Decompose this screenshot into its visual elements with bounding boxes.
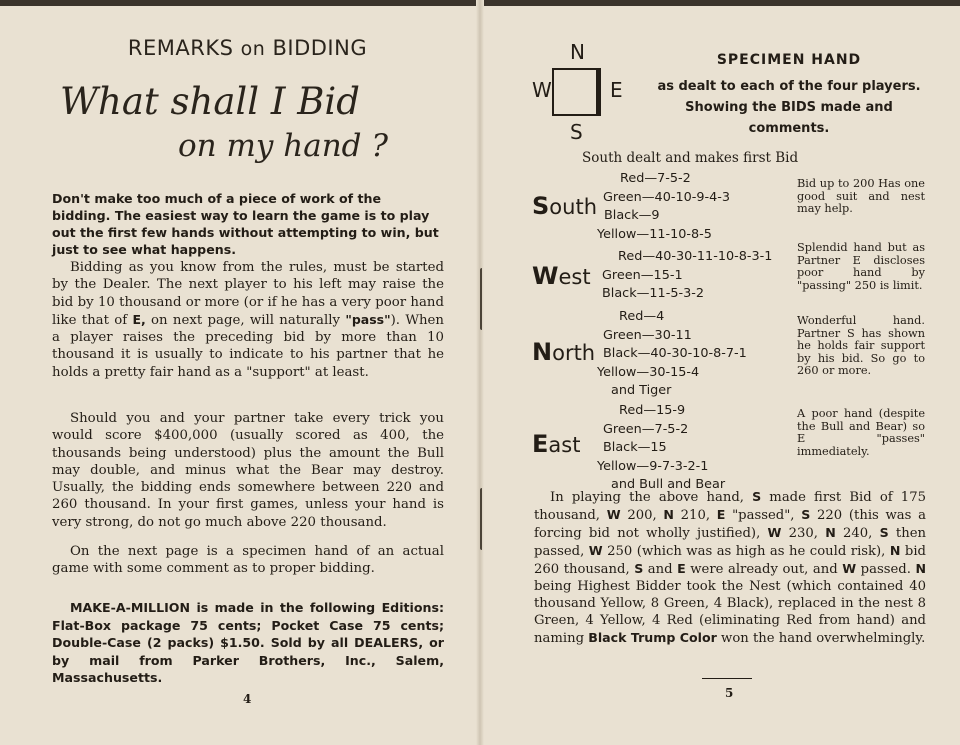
bold-segment: W (767, 525, 782, 540)
subtitle-line: players. Showing the BIDS (685, 79, 921, 115)
bidding-paragraph (52, 259, 444, 381)
lower-staple (480, 488, 486, 550)
comment-south: Bid up to 200 Has one good suit and nest may help. (797, 177, 925, 216)
text-segment: were already out, and (685, 562, 843, 577)
player-name-south: South (532, 192, 597, 220)
player-name-east: East (532, 430, 581, 458)
text-segment: "passed", (725, 508, 802, 523)
suit-line: Green—30-11 (603, 327, 692, 343)
compass-table-box (552, 68, 601, 116)
bold-segment: S (752, 489, 762, 504)
suit-line: Black—9 (604, 208, 660, 224)
bold-segment: W (588, 543, 603, 558)
compass-south: S (570, 120, 583, 144)
specimen-subtitle (644, 76, 934, 139)
player-name-west: West (532, 262, 591, 290)
bold-segment: N (825, 525, 836, 540)
heading-main: REMARKS (127, 36, 234, 60)
handwritten-title-line2: on my hand ? (178, 128, 388, 164)
suit-list-west (602, 248, 772, 304)
bidding-text-b: on next page, will naturally (145, 312, 346, 328)
left-page (50, 30, 445, 730)
heading-end: BIDDING (272, 36, 368, 60)
suit-line: Black—11-5-3-2 (602, 286, 704, 302)
bold-segment: E (716, 507, 726, 522)
text-segment: won the hand overwhelmingly. (716, 631, 926, 646)
suit-line: Yellow—30-15-4 (597, 364, 700, 380)
intro-paragraph: Don't make too much of a piece of work of the bidding. The easiest way to learn the game is to play out the first few hands without attempting to win, but just to see what happens. (52, 191, 439, 257)
heading-on: on (240, 38, 266, 60)
dealer-note: South dealt and makes first Bid (582, 150, 799, 166)
text-segment: passed. (856, 562, 916, 577)
compass-east: E (610, 78, 623, 102)
footer-rule (702, 678, 752, 679)
suit-line: Red—4 (619, 309, 665, 324)
comment-east: A poor hand (despite the Bull and Bear) so E "passes" immediately. (797, 407, 925, 458)
bold-segment: N (915, 561, 926, 576)
suit-line: Black—40-30-10-8-7-1 (603, 346, 747, 362)
book-gutter (476, 0, 484, 745)
suit-line: and Tiger (611, 383, 672, 399)
text-segment: 200, (620, 508, 664, 523)
bold-segment: N (889, 543, 901, 558)
suit-line: Green—15-1 (602, 267, 683, 283)
text-segment: bid 260 thousand, (534, 544, 926, 577)
suit-line: Red—40-30-11-10-8-3-1 (618, 249, 773, 264)
text-segment: 240, (835, 526, 880, 541)
scoring-paragraph: Should you and your partner take every trick you would score $400,000 (usually scored as 400, the thousands being understood) plus the amount the Bull may double, and minus what the Bear may destroy. Usually, the bidding ends somewhere between 220 and 260 thousand. In your first games, unless your hand is very strong, do not go much above 220 thousand. (52, 411, 444, 530)
suit-line: Black—15 (603, 440, 667, 456)
comment-west: Splendid hand but as Partner E discloses poor hand by "passing" 250 is limit. (797, 241, 925, 292)
suit-line: and Bull and Bear (611, 477, 726, 493)
bold-segment: N (663, 507, 674, 522)
suit-line: Yellow—9-7-3-2-1 (597, 458, 709, 474)
suit-line: Yellow—11-10-8-5 (597, 226, 712, 242)
suit-list-north (597, 308, 747, 401)
suit-line: Red—7-5-2 (620, 171, 691, 186)
page-number-left: 4 (243, 692, 252, 706)
suit-line: Green—40-10-9-4-3 (603, 189, 731, 205)
right-page (532, 30, 927, 730)
bold-segment: E (677, 561, 686, 576)
subtitle-line: as dealt to each of the four (657, 79, 858, 94)
bidding-text-a: Bidding as you know from the rules, must be started by the Dealer. The next player to his left may raise the bid by 10 thousand or more (or if he has a very poor hand like that of (52, 260, 444, 328)
editions-note: MAKE-A-MILLION is made in the following Editions: Flat-Box package 75 cents; Pocket Case 75 cents; Double-Case (2 packs) $1.50. Sold by all DEALERS, or by mail from Parker Brothers, Inc., Salem, Massachusetts. (52, 600, 444, 685)
bold-segment: W (842, 561, 857, 576)
bold-segment: S (634, 561, 644, 576)
compass-diagram (532, 40, 623, 148)
text-segment: and (643, 562, 678, 577)
text-segment: then passed, (534, 526, 927, 559)
bidding-text-e: E, (132, 311, 146, 327)
specimen-title: SPECIMEN HAND (716, 52, 862, 68)
text-segment: 250 (which was as high as he could risk), (602, 544, 890, 559)
suit-line: Red—15-9 (619, 403, 686, 418)
suit-line: Green—7-5-2 (603, 421, 689, 437)
compass-west: W (532, 78, 552, 102)
suit-list-east (597, 402, 725, 495)
suit-list-south (597, 170, 730, 244)
bold-segment: Black Trump Color (588, 630, 717, 645)
player-name-north: North (532, 338, 596, 366)
text-segment: made first Bid of 175 thousand, (534, 490, 926, 523)
text-segment: being Highest Bidder took the Nest (which contained 40 thousand Yellow, 8 Green, 4 Black), replaced in the nest 8 Green, 4 Yellow, 4 Red (eliminating Red from hand) and naming (534, 579, 926, 646)
text-segment: 230, (781, 526, 826, 541)
bold-segment: S (801, 507, 811, 522)
handwritten-title-line1: What shall I Bid (60, 80, 360, 123)
text-segment: 220 (this was a forcing bid not wholly justified), (534, 508, 927, 541)
bidding-text-pass: "pass" (345, 311, 391, 327)
upper-staple (480, 268, 486, 330)
compass-north: N (570, 40, 585, 64)
page-number-right: 5 (725, 686, 734, 700)
text-segment: In playing the above hand, (550, 490, 753, 505)
bold-segment: W (606, 507, 621, 522)
specimen-paragraph: On the next page is a specimen hand of an actual game with some comment as to proper bidding. (52, 544, 444, 577)
bold-segment: S (879, 525, 889, 540)
page-heading (50, 36, 445, 60)
subtitle-line: made and comments. (748, 100, 893, 136)
text-segment: 210, (673, 508, 717, 523)
comment-north: Wonderful hand. Partner S has shown he holds fair support by his bid. So go to 260 or more. (797, 314, 925, 378)
bidding-text-c: ). When a player raises the preceding bid by more than 10 thousand it is usually to indicate to his partner that he holds a pretty fair hand as a "support" at least. (52, 312, 444, 380)
play-narrative (534, 488, 926, 647)
